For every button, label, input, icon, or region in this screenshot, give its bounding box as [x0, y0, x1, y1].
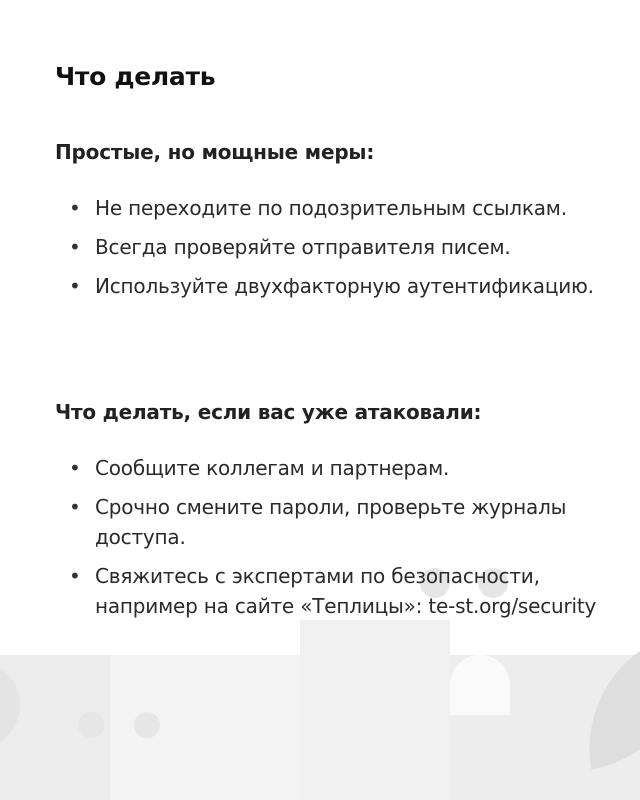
page-title: Что делать [55, 62, 216, 91]
if-attacked-list [63, 453, 603, 630]
list-item-text: Используйте двухфакторную аутентификацию. [95, 274, 594, 298]
list-item [63, 271, 603, 301]
bullet-icon: • [69, 274, 81, 298]
bullet-icon: • [69, 235, 81, 259]
section-heading-if-attacked: Что делать, если вас уже атаковали: [55, 400, 482, 424]
list-item [63, 232, 603, 262]
list-item-text: Не переходите по подозрительным ссылкам. [95, 196, 567, 220]
list-item [63, 453, 603, 483]
bullet-icon: • [69, 495, 81, 519]
list-item-text: Всегда проверяйте отправителя писем. [95, 235, 511, 259]
list-item-text: Сообщите коллегам и партнерам. [95, 456, 450, 480]
list-item [63, 561, 603, 621]
list-item [63, 492, 603, 552]
bullet-icon: • [69, 196, 81, 220]
bullet-icon: • [69, 564, 81, 588]
bullet-icon: • [69, 456, 81, 480]
list-item [63, 193, 603, 223]
section-heading-simple-measures: Простые, но мощные меры: [55, 140, 375, 164]
measures-list [63, 193, 603, 310]
list-item-text: Срочно смените пароли, проверьте журналы доступа. [95, 495, 567, 549]
list-item-text: Свяжитесь с экспертами по безопасности, например на сайте «Теплицы»: te-st.org/security [95, 564, 597, 618]
